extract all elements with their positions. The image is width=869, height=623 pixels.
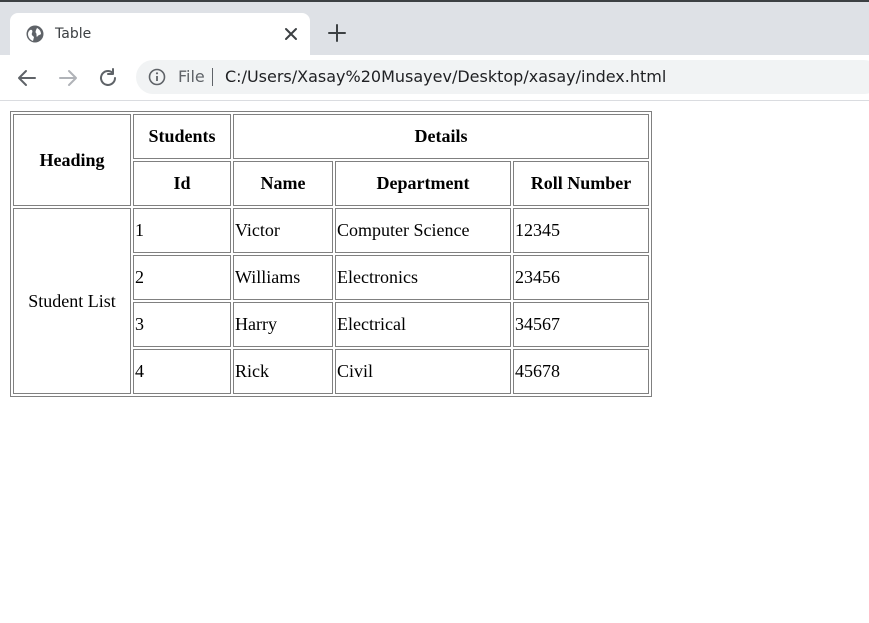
page-content	[0, 101, 869, 623]
cell-department: Civil	[335, 349, 511, 394]
cell-id: 1	[133, 208, 231, 253]
cell-id: 2	[133, 255, 231, 300]
cell-roll-number: 45678	[513, 349, 649, 394]
address-bar[interactable]	[136, 60, 869, 94]
cell-department: Computer Science	[335, 208, 511, 253]
cell-roll-number: 12345	[513, 208, 649, 253]
column-header-roll-number: Roll Number	[513, 161, 649, 206]
tab-title: Table	[55, 26, 92, 42]
cell-department: Electrical	[335, 302, 511, 347]
cell-name: Williams	[233, 255, 333, 300]
column-header-id: Id	[133, 161, 231, 206]
scheme-label: File	[178, 67, 205, 86]
back-arrow-icon[interactable]	[15, 66, 39, 90]
url-text[interactable]: C:/Users/Xasay%20Musayev/Desktop/xasay/index.html	[225, 67, 667, 86]
cell-name: Rick	[233, 349, 333, 394]
plus-icon[interactable]	[326, 22, 348, 44]
details-group-header: Details	[233, 114, 649, 159]
column-header-name: Name	[233, 161, 333, 206]
tab-table[interactable]	[10, 13, 310, 55]
cell-id: 3	[133, 302, 231, 347]
cell-roll-number: 34567	[513, 302, 649, 347]
heading-cell: Heading	[13, 114, 131, 206]
table-row	[13, 208, 649, 253]
column-header-department: Department	[335, 161, 511, 206]
cell-roll-number: 23456	[513, 255, 649, 300]
browser-toolbar	[0, 55, 869, 101]
header-row-1	[13, 114, 649, 159]
student-table	[10, 111, 652, 397]
cell-department: Electronics	[335, 255, 511, 300]
info-icon[interactable]	[148, 68, 166, 86]
forward-arrow-icon[interactable]	[56, 66, 80, 90]
students-group-header: Students	[133, 114, 231, 159]
address-separator	[212, 68, 213, 86]
globe-icon	[26, 25, 44, 43]
reload-icon[interactable]	[96, 66, 120, 90]
row-label-student-list: Student List	[13, 208, 131, 394]
cell-name: Victor	[233, 208, 333, 253]
tab-strip	[0, 2, 869, 55]
cell-name: Harry	[233, 302, 333, 347]
cell-id: 4	[133, 349, 231, 394]
close-icon[interactable]	[282, 25, 300, 43]
